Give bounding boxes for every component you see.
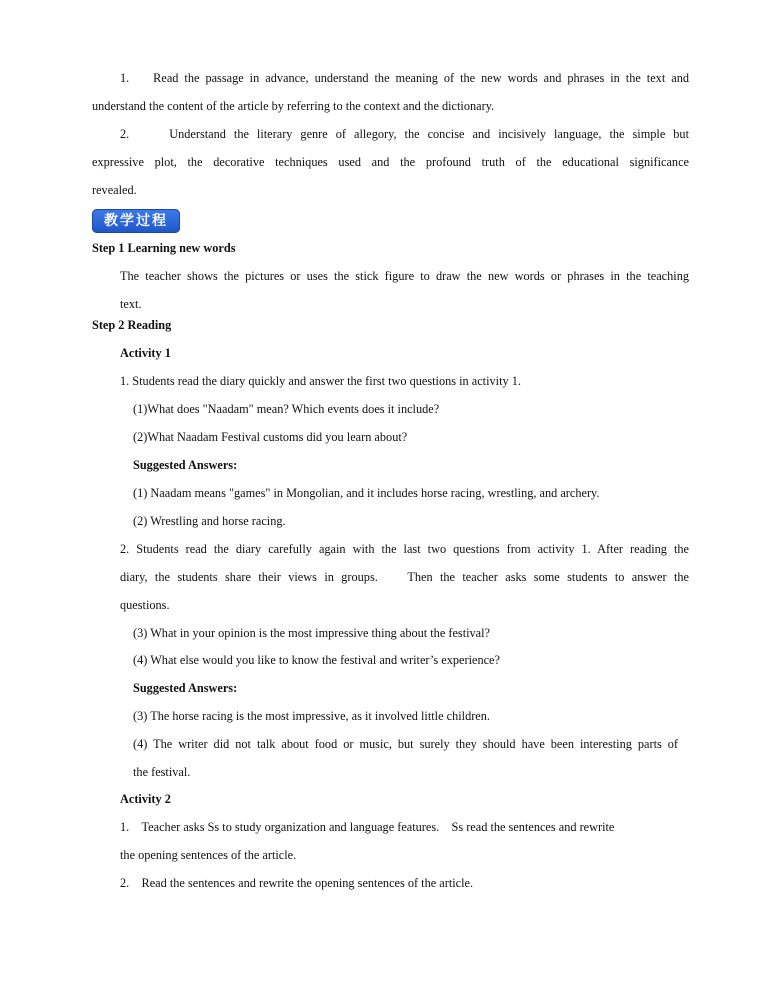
step1-text-line-1: The teacher shows the pictures or uses the stick figure to draw the new words or phrases in the teaching (120, 269, 689, 283)
step2-heading: Step 2 Reading (92, 318, 172, 332)
activity1-question-4: (4) What else would you like to know the festival and writer’s experience? (133, 653, 500, 667)
activity1-answer-2: (2) Wrestling and horse racing. (133, 514, 286, 528)
activity1-task-1: 1. Students read the diary quickly and answer the first two questions in activity 1. (120, 374, 521, 388)
objective-1-line-2: understand the content of the article by referring to the context and the dictionary. (92, 99, 495, 113)
activity1-answer-4-line-2: the festival. (133, 765, 191, 779)
activity2-heading: Activity 2 (120, 792, 171, 806)
activity1-task-2-line-3: questions. (120, 598, 170, 612)
activity2-task-1-line-1: 1. Teacher asks Ss to study organization and language features. Ss read the sentences and rewrite (120, 820, 615, 834)
objective-2-line-1: 2. Understand the literary genre of allegory, the concise and incisively language, the simple but (120, 127, 689, 141)
objective-1-line-1: 1. Read the passage in advance, understand the meaning of the new words and phrases in the text and (120, 71, 689, 85)
activity2-task-2: 2. Read the sentences and rewrite the opening sentences of the article. (120, 876, 474, 890)
activity1-answers-heading-2: Suggested Answers: (133, 681, 238, 695)
activity1-heading: Activity 1 (120, 346, 171, 360)
section-badge-teaching-process: 教学过程 (92, 209, 180, 233)
activity1-answer-1: (1) Naadam means "games" in Mongolian, and it includes horse racing, wrestling, and archery. (133, 486, 600, 500)
activity1-task-2-line-2: diary, the students share their views in groups. Then the teacher asks some students to answer the (120, 570, 689, 584)
activity1-answer-4-line-1: (4) The writer did not talk about food or music, but surely they should have been interesting parts of (133, 737, 678, 751)
activity1-answers-heading-1: Suggested Answers: (133, 458, 238, 472)
step1-text-line-2: text. (120, 297, 142, 311)
activity1-task-2-line-1: 2. Students read the diary carefully again with the last two questions from activity 1. After reading the (120, 542, 689, 556)
activity1-question-3: (3) What in your opinion is the most impressive thing about the festival? (133, 626, 491, 640)
objective-2-line-2: expressive plot, the decorative techniques used and the profound truth of the educational significance (92, 155, 689, 169)
activity1-answer-3: (3) The horse racing is the most impressive, as it involved little children. (133, 709, 490, 723)
objective-2-line-3: revealed. (92, 183, 137, 197)
activity2-task-1-line-2: the opening sentences of the article. (120, 848, 297, 862)
activity1-question-1: (1)What does "Naadam" mean? Which events does it include? (133, 402, 440, 416)
activity1-question-2: (2)What Naadam Festival customs did you learn about? (133, 430, 408, 444)
step1-heading: Step 1 Learning new words (92, 241, 236, 255)
